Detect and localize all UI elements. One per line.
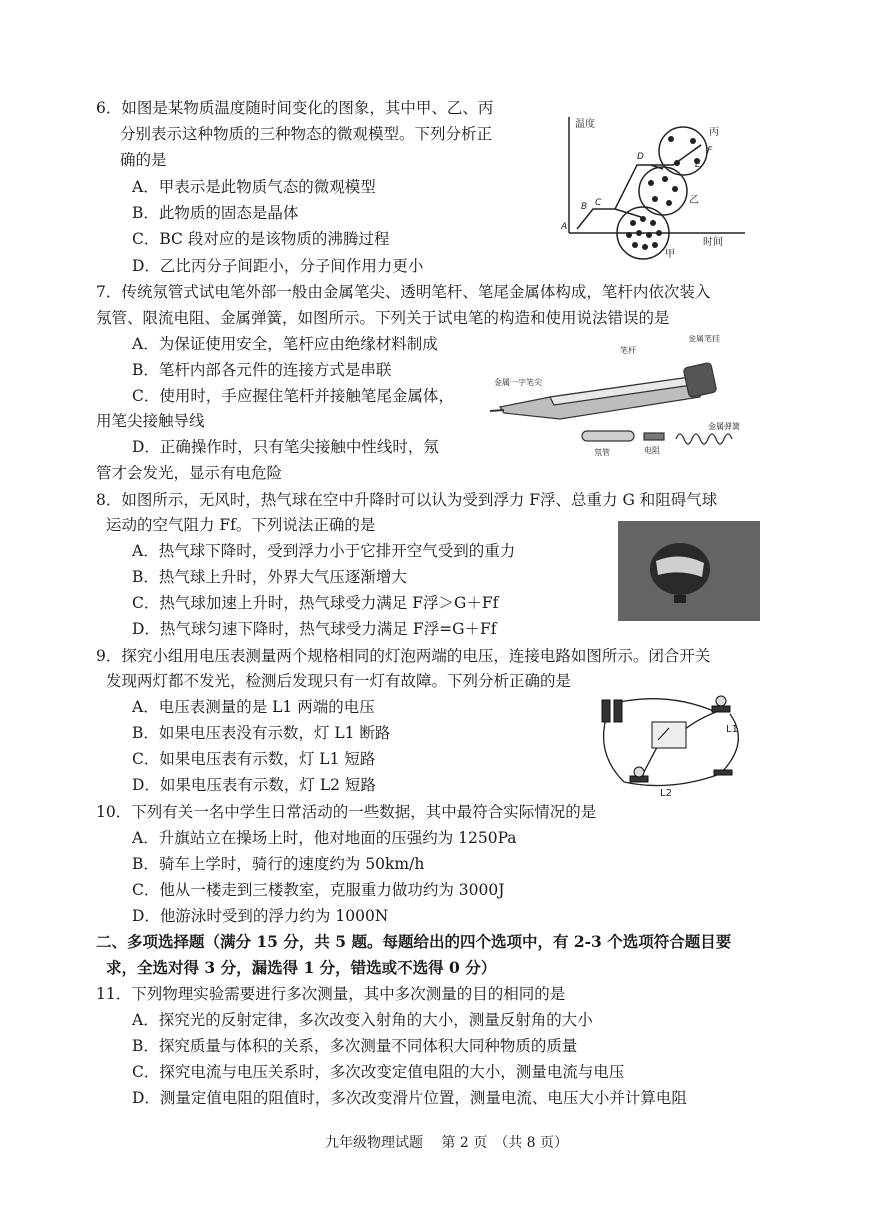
page-footer: 九年级物理试题 第 2 页 （共 8 页） xyxy=(324,1135,569,1151)
q8-stem-line2: 运动的空气阻力 Ff。下列说法正确的是 xyxy=(106,516,376,534)
q7-label-resistor: 电阻 xyxy=(644,446,660,455)
q10-option-b: B．骑车上学时，骑行的速度约为 50km/h xyxy=(132,855,425,873)
q9-option-c: C．如果电压表有示数，灯 L1 短路 xyxy=(132,750,376,768)
q9-option-b: B．如果电压表没有示数，灯 L1 断路 xyxy=(132,724,391,742)
q6-point-d: D xyxy=(637,152,644,162)
q8-option-c: C．热气球加速上升时，热气球受力满足 F浮＞G＋Ff xyxy=(132,594,499,612)
q8-option-b: B．热气球上升时，外界大气压逐渐增大 xyxy=(132,568,407,586)
q6-option-a: A．甲表示是此物质气态的微观模型 xyxy=(132,178,376,196)
q6-point-f: F xyxy=(707,146,713,156)
q7-label-barrel: 笔杆 xyxy=(620,346,636,355)
q6-temperature-graph xyxy=(555,105,755,263)
q7-option-d-cont: 管才会发光，显示有电危险 xyxy=(96,464,283,482)
q9-option-d: D．如果电压表有示数，灯 L2 短路 xyxy=(132,776,376,794)
q6-graph-xlabel: 时间 xyxy=(703,237,723,248)
q6-model-yi: 乙 xyxy=(689,195,699,206)
q11-stem: 11．下列物理实验需要进行多次测量，其中多次测量的目的相同的是 xyxy=(96,985,566,1003)
q6-graph-ylabel: 温度 xyxy=(575,119,595,130)
q8-hot-air-balloon-photo xyxy=(618,521,760,621)
q6-stem-line2: 分别表示这种物质的三种物态的微观模型。下列分析正 xyxy=(120,125,493,143)
q7-option-b: B．笔杆内部各元件的连接方式是串联 xyxy=(132,361,392,379)
q10-option-c: C．他从一楼走到三楼教室，克服重力做功约为 3000J xyxy=(132,881,505,899)
q6-point-b: B xyxy=(581,202,588,212)
q9-label-l1: L1 xyxy=(726,724,738,735)
q7-stem-line1: 7．传统氖管式试电笔外部一般由金属笔尖、透明笔杆、笔尾金属体构成，笔杆内依次装入 xyxy=(96,283,711,301)
q6-option-d: D．乙比丙分子间距小，分子间作用力更小 xyxy=(132,257,424,275)
q6-point-a: A xyxy=(561,222,568,232)
q7-option-d: D．正确操作时，只有笔尖接触中性线时，氖 xyxy=(132,438,439,456)
q10-option-d: D．他游泳时受到的浮力约为 1000N xyxy=(132,907,389,925)
q6-stem-line3: 确的是 xyxy=(120,151,167,169)
q11-option-d: D．测量定值电阻的阻值时，多次改变滑片位置，测量电流、电压大小并计算电阻 xyxy=(132,1089,687,1107)
q8-option-a: A．热气球下降时，受到浮力小于它排开空气受到的重力 xyxy=(132,542,516,560)
q9-label-l2: L2 xyxy=(660,788,672,799)
q8-stem-line1: 8．如图所示，无风时，热气球在空中升降时可以认为受到浮力 F浮、总重力 G 和阻碍气球 xyxy=(96,491,718,509)
q7-option-a: A．为保证使用安全，笔杆应由绝缘材料制成 xyxy=(132,335,438,353)
q9-option-a: A．电压表测量的是 L1 两端的电压 xyxy=(132,698,375,716)
q11-option-c: C．探究电流与电压关系时，多次改变定值电阻的大小，测量电流与电压 xyxy=(132,1063,625,1081)
q7-label-neon: 氖管 xyxy=(594,448,610,457)
q7-test-pen-photo xyxy=(490,335,750,460)
q10-stem: 10．下列有关一名中学生日常活动的一些数据，其中最符合实际情况的是 xyxy=(96,803,597,821)
q7-label-spring: 金属弹簧 xyxy=(708,422,740,431)
q6-option-c: C．BC 段对应的是该物质的沸腾过程 xyxy=(132,230,390,248)
q11-option-a: A．探究光的反射定律，多次改变入射角的大小，测量反射角的大小 xyxy=(132,1011,593,1029)
q6-stem-line1: 6．如图是某物质温度随时间变化的图象，其中甲、乙、丙 xyxy=(96,99,494,117)
section2-heading-line2: 求，全选对得 3 分，漏选得 1 分，错选或不选得 0 分） xyxy=(106,958,497,977)
q7-stem-line2: 氖管、限流电阻、金属弹簧，如图所示。下列关于试电笔的构造和使用说法错误的是 xyxy=(96,309,670,327)
q10-option-a: A．升旗站立在操场上时，他对地面的压强约为 1250Pa xyxy=(132,829,517,847)
section2-heading-line1: 二、多项选择题（满分 15 分，共 5 题。每题给出的四个选项中，有 2-3 个选项符合题目要 xyxy=(96,932,732,951)
q7-label-cap: 金属笔挂 xyxy=(688,335,720,343)
q7-option-c: C．使用时，手应握住笔杆并接触笔尾金属体， xyxy=(132,387,454,405)
q9-stem-line2: 发现两灯都不发光，检测后发现只有一灯有故障。下列分析正确的是 xyxy=(106,672,572,690)
q7-option-c-cont: 用笔尖接触导线 xyxy=(96,412,205,430)
q7-label-tip: 金属一字笔尖 xyxy=(494,378,542,387)
q6-point-c: C xyxy=(595,198,602,208)
q6-point-e: E xyxy=(695,160,701,170)
q9-stem-line1: 9．探究小组用电压表测量两个规格相同的灯泡两端的电压，连接电路如图所示。闭合开关 xyxy=(96,647,711,665)
q6-model-bing: 丙 xyxy=(709,127,719,138)
q11-option-b: B．探究质量与体积的关系，多次测量不同体积大同种物质的质量 xyxy=(132,1037,578,1055)
q6-model-jia: 甲 xyxy=(665,249,675,260)
q6-option-b: B．此物质的固态是晶体 xyxy=(132,204,299,222)
q8-option-d: D．热气球匀速下降时，热气球受力满足 F浮=G＋Ff xyxy=(132,620,497,638)
q9-circuit-diagram xyxy=(590,692,760,802)
